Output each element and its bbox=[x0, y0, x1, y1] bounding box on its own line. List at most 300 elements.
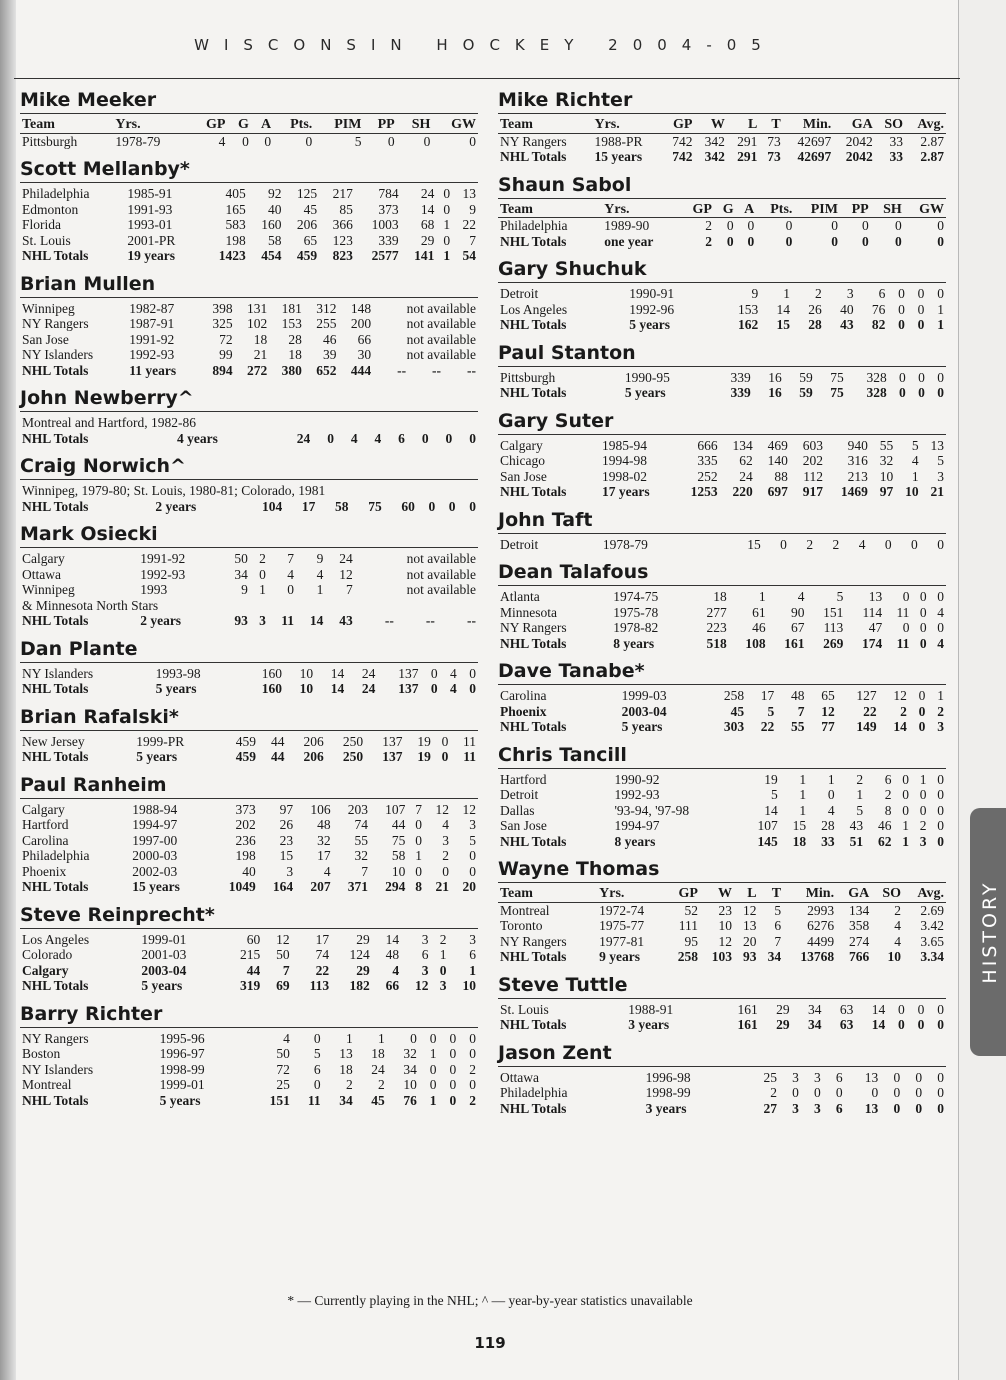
table-row bbox=[498, 469, 946, 485]
stat-cell: 0 bbox=[443, 232, 451, 248]
stat-cell: 1997-00 bbox=[132, 832, 178, 848]
stat-cell: 10 bbox=[718, 918, 732, 933]
total-cell: 0 bbox=[747, 233, 755, 249]
stat-cell: 12 bbox=[893, 688, 907, 703]
stat-cell: 200 bbox=[350, 316, 372, 331]
player-block-gary-shuchuk bbox=[498, 257, 946, 333]
stat-cell: 0 bbox=[917, 1001, 925, 1017]
team-cell: Philadelphia bbox=[500, 1085, 568, 1100]
stat-cell: 67 bbox=[790, 620, 805, 635]
stat-cell: 7 bbox=[287, 551, 295, 566]
stat-cell: 1 bbox=[937, 688, 944, 703]
stat-cell: 32 bbox=[317, 832, 331, 848]
stat-cell: 1995-96 bbox=[159, 1030, 205, 1046]
totals-row bbox=[498, 149, 946, 165]
stat-cell: 1003 bbox=[371, 217, 399, 232]
team-cell: Calgary bbox=[22, 801, 65, 817]
stat-cell: 1985-94 bbox=[601, 437, 647, 453]
stats-table bbox=[20, 802, 478, 895]
stat-cell: 0 bbox=[884, 536, 892, 552]
total-cell: 0 bbox=[937, 385, 944, 400]
stat-cell: 274 bbox=[848, 933, 870, 949]
stat-cell: 0 bbox=[443, 186, 451, 201]
stat-cell: 131 bbox=[247, 300, 268, 316]
total-cell: 0 bbox=[449, 1092, 457, 1108]
stat-cell: 4 bbox=[894, 918, 902, 933]
total-cell: 291 bbox=[737, 149, 758, 164]
team-cell: Winnipeg bbox=[22, 300, 75, 316]
table-row bbox=[20, 817, 478, 833]
total-cell: 113 bbox=[309, 978, 330, 993]
total-cell: 60 bbox=[401, 498, 415, 514]
stat-cell: 206 bbox=[303, 733, 324, 749]
team-cell: San Jose bbox=[500, 818, 547, 833]
total-cell: 319 bbox=[240, 978, 261, 993]
stat-cell: 1 bbox=[316, 582, 324, 597]
stat-cell: 10 bbox=[879, 468, 894, 484]
stat-cell: 0 bbox=[415, 817, 422, 832]
stat-cell: 0 bbox=[919, 787, 927, 802]
team-cell: Phoenix bbox=[22, 863, 67, 879]
table-row bbox=[20, 186, 478, 202]
stat-cell: 137 bbox=[398, 665, 419, 681]
column-header: SH bbox=[871, 202, 904, 218]
total-cell: 0 bbox=[937, 1100, 944, 1116]
stat-cell: 14 bbox=[871, 1001, 886, 1017]
player-block-john-taft bbox=[498, 508, 946, 553]
stat-cell: 46 bbox=[878, 818, 892, 833]
total-cell: 0 bbox=[831, 233, 838, 249]
total-cell: 0 bbox=[937, 833, 944, 849]
stat-cell: 14 bbox=[764, 802, 778, 818]
stat-cell: 44 bbox=[246, 962, 261, 978]
stat-cell: 0 bbox=[915, 1069, 923, 1085]
team-cell: St. Louis bbox=[500, 1001, 549, 1017]
stat-cell: 0 bbox=[469, 665, 476, 681]
total-cell: 342 bbox=[704, 149, 725, 164]
player-block-scott-mellanby bbox=[20, 157, 478, 264]
stat-cell: 312 bbox=[316, 300, 337, 316]
total-cell: one year bbox=[604, 233, 654, 249]
stat-cell: 1 bbox=[856, 787, 864, 802]
total-cell: 43 bbox=[840, 317, 854, 332]
stat-cell: 1985-91 bbox=[127, 186, 173, 201]
stat-cell: 0 bbox=[919, 589, 927, 604]
total-cell: 73 bbox=[767, 149, 781, 164]
stat-cell: 0 bbox=[937, 620, 944, 635]
stat-cell: 124 bbox=[349, 947, 370, 962]
stat-cell: 0 bbox=[937, 536, 944, 552]
team-cell: NY Rangers bbox=[500, 933, 567, 949]
stat-cell: 112 bbox=[803, 468, 824, 484]
total-cell: 19 years bbox=[127, 248, 175, 263]
team-cell: NY Rangers bbox=[22, 1030, 89, 1046]
table-row bbox=[498, 1070, 946, 1086]
stat-cell: 0 bbox=[898, 1001, 905, 1017]
column-header: W bbox=[694, 117, 726, 133]
stat-cell: 202 bbox=[235, 817, 256, 832]
stat-cell: 0 bbox=[917, 301, 925, 317]
stat-cell: 316 bbox=[847, 453, 868, 468]
stat-cell: 4 bbox=[911, 453, 919, 468]
table-row bbox=[498, 902, 946, 918]
total-cell: 24 bbox=[361, 681, 376, 696]
player-block-brian-mullen bbox=[20, 272, 478, 379]
totals-label: NHL Totals bbox=[22, 430, 89, 446]
stat-cell: 0 bbox=[915, 1085, 923, 1100]
total-cell: 823 bbox=[332, 248, 353, 263]
stat-cell: 250 bbox=[342, 733, 364, 749]
team-note: Montreal and Hartford, 1982-86 bbox=[22, 415, 196, 430]
total-cell: 51 bbox=[849, 833, 864, 849]
totals-label: NHL Totals bbox=[500, 385, 567, 400]
stat-cell: 18 bbox=[253, 331, 268, 347]
total-cell: 108 bbox=[745, 635, 766, 651]
history-tab[interactable] bbox=[970, 808, 1006, 1056]
stat-cell: 55 bbox=[354, 832, 368, 848]
stat-cell: 2 bbox=[439, 931, 447, 947]
stat-cell: 9 bbox=[469, 201, 476, 217]
table-row bbox=[498, 133, 946, 149]
stat-cell: 18 bbox=[339, 1061, 353, 1077]
stat-cell: 42697 bbox=[797, 133, 832, 149]
stat-cell: 107 bbox=[385, 801, 406, 817]
stat-cell: 2993 bbox=[807, 902, 835, 918]
total-cell: 0 bbox=[898, 317, 905, 332]
stat-cell: 113 bbox=[823, 620, 844, 635]
player-name: Gary Suter bbox=[498, 409, 946, 435]
stat-cell: 1 bbox=[429, 1046, 437, 1061]
stat-cell: 0 bbox=[259, 566, 266, 582]
stat-cell: 1 bbox=[919, 771, 927, 787]
stat-cell: 1990-91 bbox=[629, 286, 675, 301]
column-header: Pts. bbox=[273, 117, 314, 133]
stat-cell: 206 bbox=[296, 217, 318, 232]
total-cell: 103 bbox=[711, 949, 732, 964]
stat-cell: 0 bbox=[264, 133, 272, 149]
stat-cell: 0 bbox=[902, 771, 909, 787]
team-cell: Los Angeles bbox=[22, 931, 90, 947]
stat-cell: 181 bbox=[281, 300, 302, 316]
stat-cell: 1998-99 bbox=[159, 1061, 205, 1077]
total-cell: 1423 bbox=[218, 248, 246, 263]
stat-cell: 0 bbox=[871, 1085, 879, 1100]
stat-cell: 405 bbox=[225, 186, 246, 201]
stat-cell: 1988-94 bbox=[132, 801, 178, 817]
stats-table bbox=[498, 688, 946, 735]
stat-cell: 0 bbox=[893, 1085, 901, 1100]
stat-cell: 4 bbox=[858, 536, 866, 552]
stat-cell: 4 bbox=[827, 802, 835, 818]
totals-row bbox=[498, 317, 946, 333]
player-block-gary-suter bbox=[498, 409, 946, 500]
stat-cell: 6 bbox=[313, 1061, 321, 1077]
stat-cell: 46 bbox=[323, 331, 337, 347]
stat-cell: 0 bbox=[937, 818, 944, 833]
stat-cell: 5 bbox=[469, 832, 476, 848]
totals-row bbox=[20, 363, 478, 379]
total-cell: 18 bbox=[792, 833, 807, 849]
stat-cell: 34 bbox=[403, 1061, 417, 1077]
stat-cell: 2003-04 bbox=[621, 703, 667, 719]
stat-cell: 0 bbox=[937, 1001, 944, 1017]
stat-cell: 46 bbox=[752, 620, 766, 635]
stat-cell: 0 bbox=[861, 218, 869, 233]
stat-cell: 44 bbox=[391, 817, 406, 832]
stat-cell: not available bbox=[406, 582, 476, 597]
team-cell: Winnipeg bbox=[22, 582, 75, 597]
total-cell: 8 years bbox=[613, 635, 655, 651]
stat-cell: 40 bbox=[242, 863, 256, 879]
team-cell: NY Islanders bbox=[22, 1061, 94, 1077]
stat-cell: 19 bbox=[417, 733, 431, 749]
stat-cell: 26 bbox=[808, 301, 822, 317]
stat-cell: 55 bbox=[879, 437, 894, 453]
stat-cell: 18 bbox=[713, 589, 727, 604]
player-block-dave-tanabe bbox=[498, 659, 946, 735]
player-block-jason-zent bbox=[498, 1041, 946, 1117]
stat-cell: 2.87 bbox=[920, 133, 944, 149]
team-cell: Carolina bbox=[22, 832, 69, 848]
table-row bbox=[20, 567, 478, 583]
total-cell: 141 bbox=[414, 248, 435, 263]
total-cell: 0 bbox=[327, 430, 334, 446]
stat-cell: 24 bbox=[420, 186, 435, 201]
stat-cell: 137 bbox=[382, 733, 403, 749]
running-head: WISCONSIN HOCKEY 2004-05 bbox=[194, 36, 776, 54]
total-cell: 0 bbox=[915, 1100, 923, 1116]
stat-cell: 666 bbox=[697, 437, 718, 453]
stat-cell: 9 bbox=[316, 551, 324, 566]
stats-table bbox=[498, 537, 946, 553]
table-row bbox=[20, 1062, 478, 1078]
stat-cell: 5 bbox=[354, 133, 362, 149]
total-cell: 11 bbox=[896, 635, 910, 651]
table-row bbox=[20, 932, 478, 948]
total-cell: 10 bbox=[887, 949, 902, 964]
stat-cell: 6 bbox=[421, 947, 429, 962]
stat-cell: 127 bbox=[856, 688, 877, 703]
total-cell: 14 bbox=[893, 719, 907, 734]
total-cell: 13768 bbox=[800, 949, 835, 964]
column-header: Yrs. bbox=[602, 202, 679, 218]
stat-cell: 0 bbox=[780, 536, 787, 552]
total-cell: 0 bbox=[441, 749, 449, 764]
column-header: A bbox=[736, 202, 757, 218]
footnote: * — Currently playing in the NHL; ^ — year-by-year statistics unavailable bbox=[287, 1293, 693, 1308]
totals-row bbox=[20, 681, 478, 697]
stat-cell: 43 bbox=[849, 818, 864, 833]
stat-cell: 0 bbox=[449, 1077, 457, 1092]
table-row bbox=[498, 787, 946, 803]
player-name: Dan Plante bbox=[20, 637, 478, 663]
totals-row bbox=[20, 248, 478, 264]
stat-cell: 13 bbox=[743, 918, 757, 933]
stat-cell: 123 bbox=[332, 232, 353, 248]
total-cell: 206 bbox=[303, 749, 324, 764]
team-cell: Minnesota bbox=[500, 604, 557, 620]
table-row bbox=[498, 772, 946, 788]
stat-cell: 0 bbox=[449, 1030, 457, 1046]
stat-cell: 5 bbox=[767, 703, 775, 719]
stat-cell: 0 bbox=[469, 1077, 476, 1092]
stat-cell: 6 bbox=[774, 918, 782, 933]
stat-cell: 0 bbox=[410, 1030, 417, 1046]
stat-cell: 165 bbox=[225, 201, 246, 217]
stat-cell: 1999-PR bbox=[136, 733, 185, 749]
stat-cell: 1992-96 bbox=[629, 301, 675, 317]
team-cell: San Jose bbox=[500, 468, 547, 484]
stat-cell: 1994-98 bbox=[601, 453, 647, 468]
stat-cell: 17 bbox=[317, 848, 331, 863]
stat-cell: 88 bbox=[774, 468, 788, 484]
totals-row bbox=[498, 385, 946, 401]
team-cell: Montreal bbox=[500, 902, 550, 918]
stat-cell: 17 bbox=[315, 931, 330, 947]
stat-cell: 13 bbox=[462, 186, 476, 201]
stat-cell: 0 bbox=[442, 863, 449, 879]
totals-row bbox=[498, 719, 946, 735]
stat-cell: 0 bbox=[415, 863, 422, 879]
stat-cell: 236 bbox=[235, 832, 256, 848]
stat-cell: 0 bbox=[469, 133, 476, 149]
stats-table bbox=[20, 301, 478, 379]
total-cell: 17 bbox=[301, 498, 316, 514]
stat-cell: 6 bbox=[469, 947, 476, 962]
stat-cell: 90 bbox=[790, 604, 805, 620]
stats-table bbox=[498, 1002, 946, 1033]
stat-cell: 0 bbox=[893, 1069, 901, 1085]
stat-cell: 11 bbox=[463, 733, 476, 749]
totals-label: NHL Totals bbox=[500, 719, 567, 734]
stat-cell: 5 bbox=[313, 1046, 321, 1061]
stat-cell: 255 bbox=[316, 316, 337, 331]
totals-label: NHL Totals bbox=[22, 681, 89, 696]
stat-cell: 50 bbox=[276, 947, 290, 962]
stat-cell: 0 bbox=[937, 771, 944, 787]
total-cell: 3 bbox=[792, 1100, 799, 1116]
stat-cell: 0 bbox=[937, 802, 944, 818]
total-cell: 5 years bbox=[629, 317, 671, 332]
stat-cell: 0 bbox=[911, 536, 918, 552]
stat-cell: 74 bbox=[315, 947, 330, 962]
stat-cell: 1994-97 bbox=[132, 817, 178, 832]
stat-cell: 0 bbox=[313, 1077, 321, 1092]
stats-table bbox=[20, 734, 478, 765]
total-cell: 0 bbox=[445, 430, 453, 446]
stat-cell: 469 bbox=[767, 437, 788, 453]
stat-cell: 48 bbox=[317, 817, 331, 832]
stat-cell: 0 bbox=[305, 133, 313, 149]
stat-cell: 0 bbox=[814, 1085, 821, 1100]
total-cell: 0 bbox=[899, 385, 906, 400]
stat-cell: 742 bbox=[672, 133, 693, 149]
player-block-dan-plante bbox=[20, 637, 478, 697]
team-cell: Colorado bbox=[22, 947, 73, 962]
stat-cell: 72 bbox=[276, 1061, 290, 1077]
total-cell: 14 bbox=[309, 613, 324, 628]
total-cell: 20 bbox=[462, 879, 476, 894]
team-cell: Edmonton bbox=[22, 201, 79, 217]
total-cell: 4 bbox=[350, 430, 358, 446]
total-cell: 69 bbox=[276, 978, 290, 993]
stat-cell: 50 bbox=[234, 551, 248, 566]
table-row bbox=[498, 370, 946, 386]
total-cell: 1 bbox=[902, 833, 909, 849]
stats-table bbox=[20, 415, 478, 446]
stat-cell: 3 bbox=[937, 468, 944, 484]
total-cell: 161 bbox=[737, 1017, 758, 1032]
total-cell: 917 bbox=[802, 484, 824, 499]
total-cell: 459 bbox=[296, 248, 318, 263]
team-cell: Calgary bbox=[22, 551, 65, 566]
total-cell: 10 bbox=[299, 681, 314, 696]
total-cell: 2.87 bbox=[920, 149, 944, 164]
table-row bbox=[498, 1085, 946, 1101]
stat-cell: 23 bbox=[718, 902, 732, 918]
team-cell: Phoenix bbox=[500, 703, 547, 719]
stat-cell: 583 bbox=[225, 217, 246, 232]
stat-cell: 2 bbox=[832, 536, 840, 552]
column-header: Team bbox=[498, 886, 597, 902]
table-row bbox=[20, 1046, 478, 1062]
stat-cell: 1991-93 bbox=[127, 201, 173, 217]
stat-cell: 1 bbox=[378, 1030, 385, 1046]
team-cell: Dallas bbox=[500, 802, 535, 818]
total-cell: 59 bbox=[799, 385, 813, 400]
total-cell: 0 bbox=[919, 635, 927, 651]
table-row bbox=[20, 233, 478, 249]
stat-cell: 1975-77 bbox=[599, 918, 645, 933]
team-cell: Calgary bbox=[22, 962, 69, 978]
stat-cell: 1990-95 bbox=[624, 369, 670, 385]
stat-cell: 277 bbox=[706, 604, 727, 620]
total-cell: 22 bbox=[760, 719, 775, 734]
left-column bbox=[20, 88, 478, 1116]
totals-label: NHL Totals bbox=[22, 498, 89, 514]
stat-cell: 24 bbox=[339, 551, 353, 566]
stat-cell: 291 bbox=[737, 133, 758, 149]
stat-cell: 0 bbox=[415, 832, 422, 848]
stat-cell: 32 bbox=[403, 1046, 417, 1061]
stat-cell: 7 bbox=[361, 863, 368, 879]
total-cell: 3 bbox=[259, 613, 266, 628]
stats-table bbox=[20, 1031, 478, 1109]
team-cell: Calgary bbox=[500, 437, 543, 453]
stat-cell: 47 bbox=[868, 620, 883, 635]
total-cell: 75 bbox=[830, 385, 844, 400]
player-name: Steve Tuttle bbox=[498, 973, 946, 999]
table-row bbox=[498, 218, 946, 234]
stat-cell: 12 bbox=[718, 933, 732, 949]
stat-cell: 4 bbox=[287, 566, 295, 582]
total-cell: 151 bbox=[269, 1092, 290, 1108]
stat-cell: 72 bbox=[219, 331, 233, 347]
stat-cell: 4 bbox=[392, 962, 400, 978]
stat-cell: 2 bbox=[806, 536, 814, 552]
stats-header-row bbox=[498, 117, 946, 133]
stat-cell: 784 bbox=[378, 186, 399, 201]
column-header: Yrs. bbox=[597, 886, 666, 902]
total-cell: 380 bbox=[281, 362, 302, 378]
total-cell: 97 bbox=[879, 484, 894, 499]
total-cell: 258 bbox=[677, 949, 698, 964]
total-cell: 518 bbox=[706, 635, 727, 651]
column-header: Yrs. bbox=[113, 117, 190, 133]
stat-cell: 0 bbox=[919, 604, 927, 620]
stat-cell: 328 bbox=[866, 369, 887, 385]
stat-cell: 44 bbox=[270, 733, 285, 749]
